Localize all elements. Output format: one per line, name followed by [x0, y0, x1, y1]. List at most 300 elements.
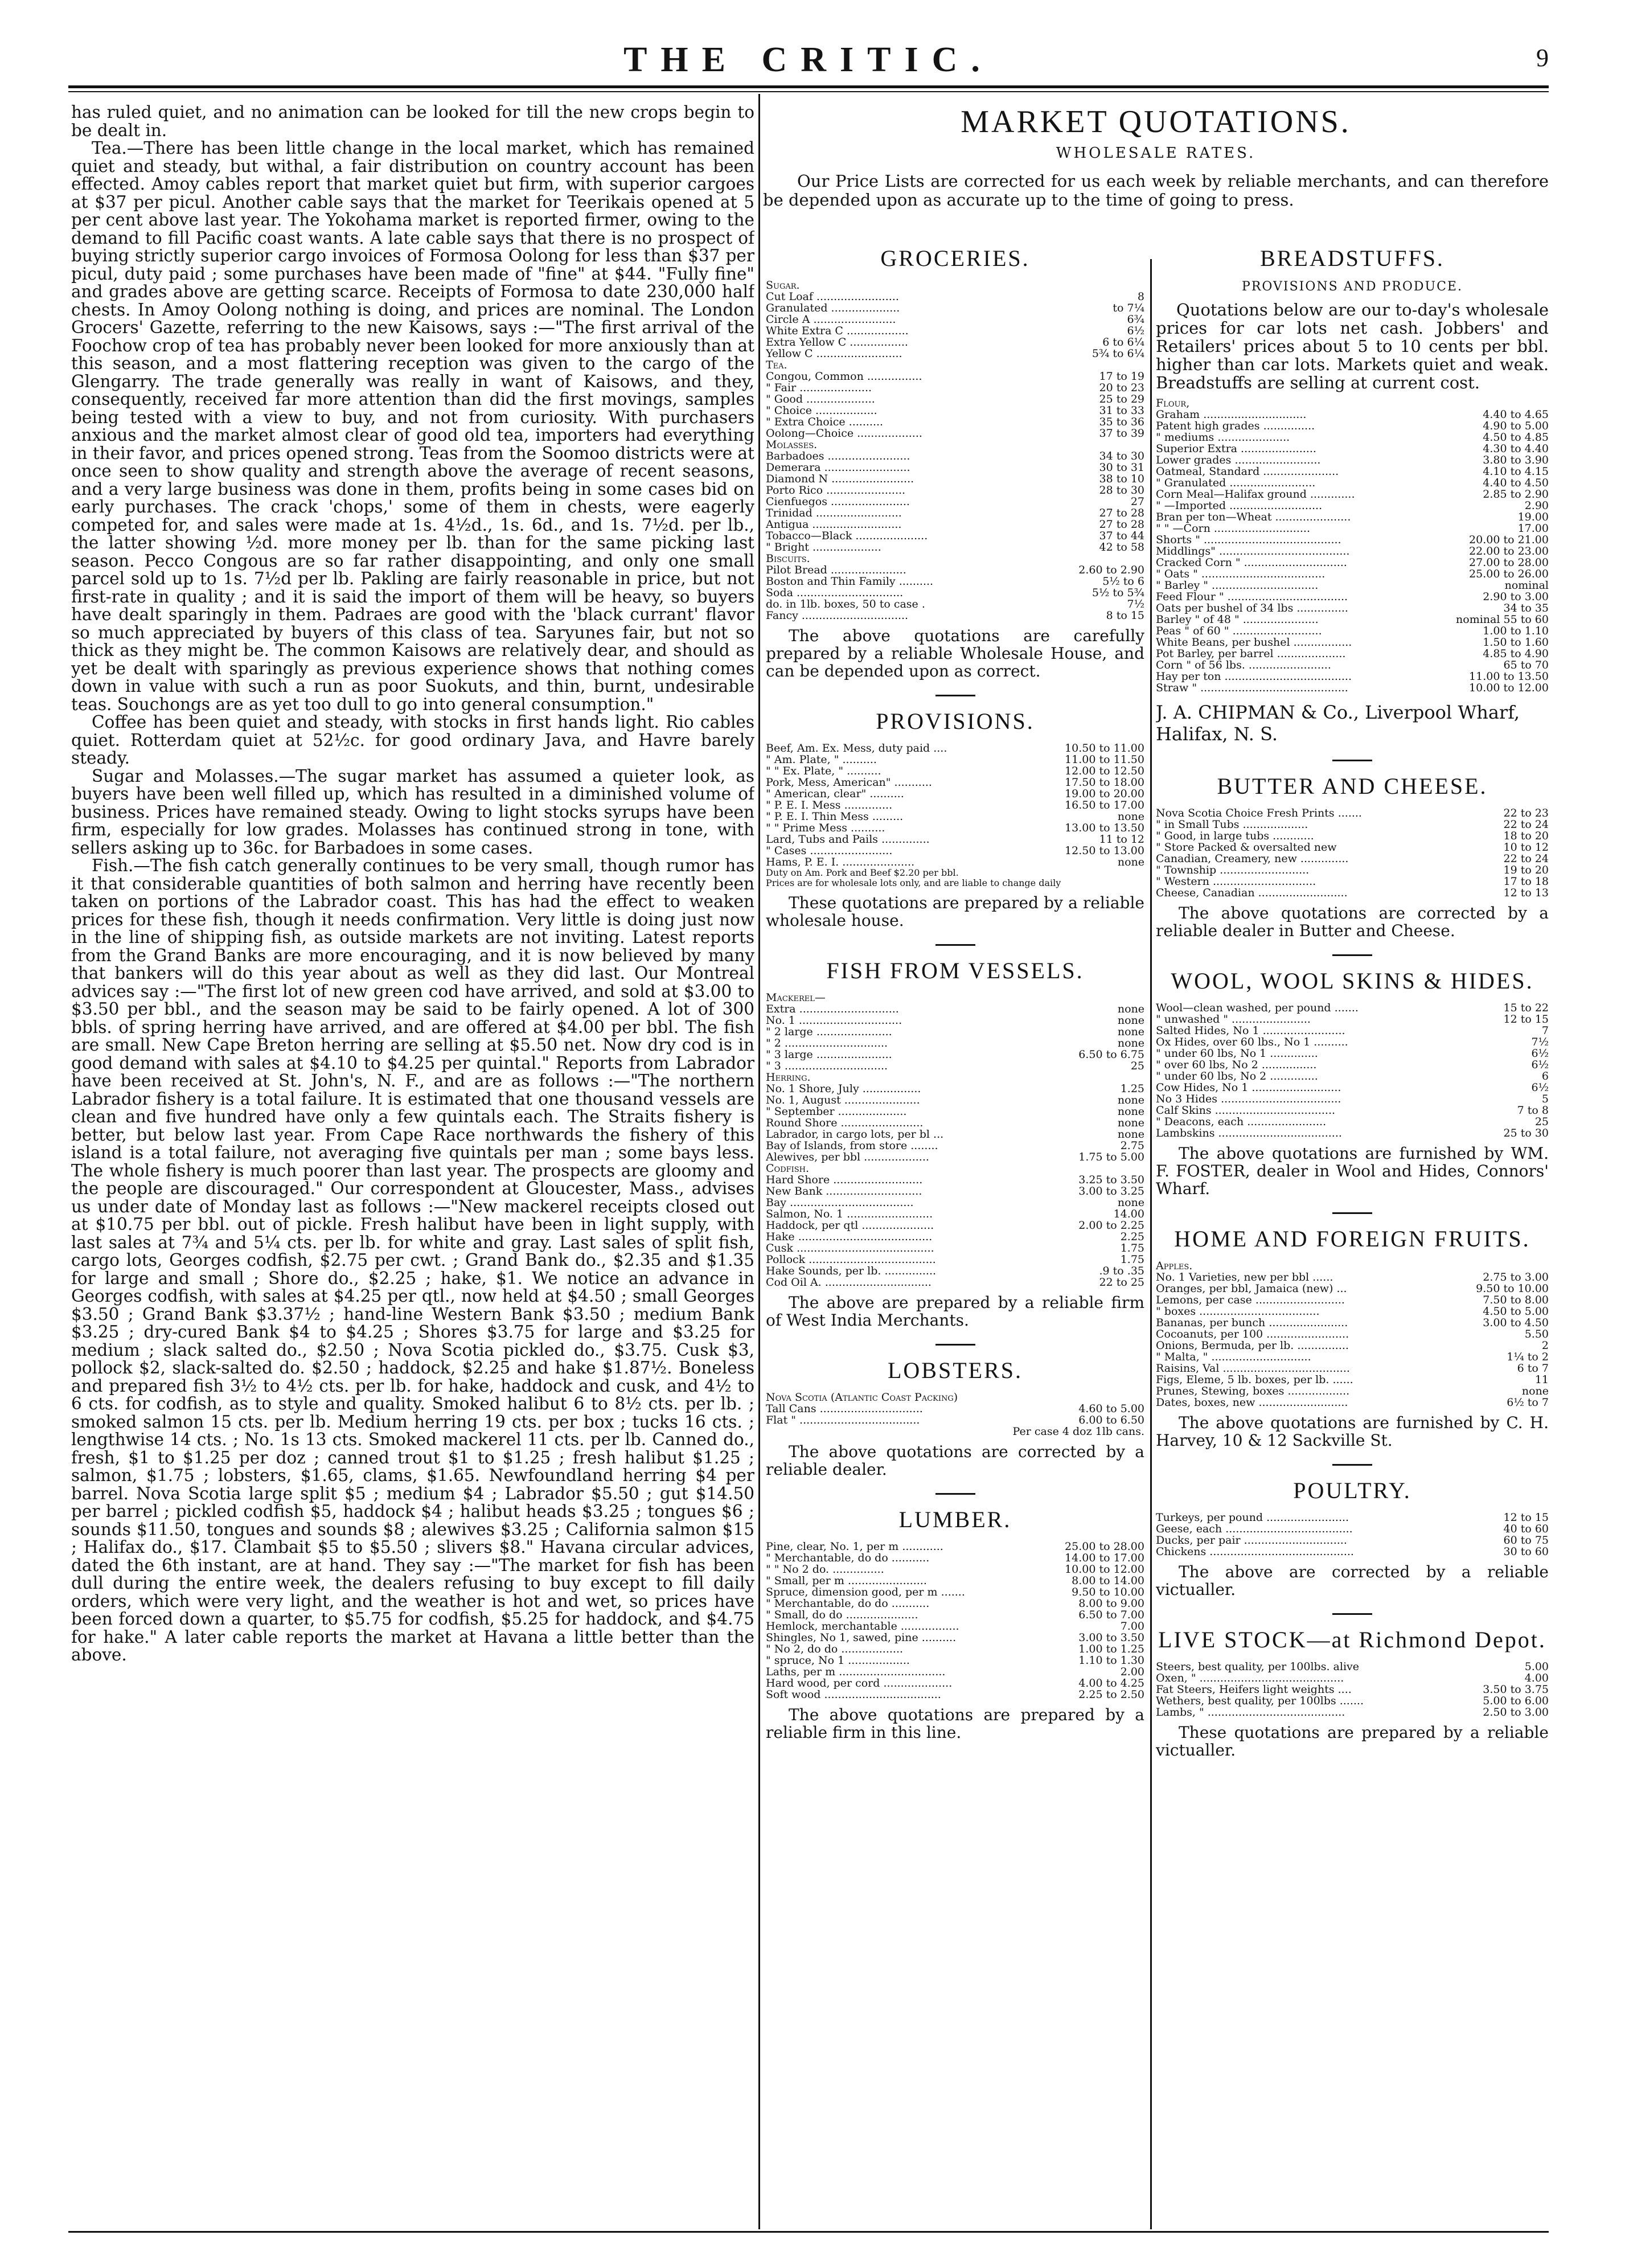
quote-row [766, 1392, 1144, 1403]
quote-price: 4.40 to 4.65 [1483, 409, 1549, 420]
market-quotations-header [763, 104, 1549, 210]
butter-note: The above quotations are corrected by a reliable dealer in Butter and Cheese. [1156, 904, 1549, 940]
quote-row [1156, 1048, 1549, 1059]
quote-price: 8.00 to 9.00 [1078, 1598, 1144, 1609]
quote-price: 60 to 75 [1503, 1535, 1549, 1546]
quote-row [1156, 1523, 1549, 1535]
quote-item: Canadian, Creamery, new .............. [1156, 853, 1349, 864]
quote-row [1156, 1127, 1549, 1139]
quote-row [766, 564, 1144, 576]
quote-price: 2.25 to 2.50 [1078, 1689, 1144, 1700]
quote-item: Salmon, No. 1 ......................... [766, 1208, 933, 1220]
quote-row [766, 405, 1144, 416]
quote-row [766, 393, 1144, 405]
quote-item: Hake Sounds, per lb. ............... [766, 1265, 937, 1277]
quote-item: Pollock ..................................... [766, 1254, 936, 1265]
quote-item: Bran per ton—Wheat ...................... [1156, 511, 1351, 523]
quote-row [766, 992, 1144, 1003]
provisions-note: These quotations are prepared by a reliable wholesale house. [766, 893, 1144, 930]
quote-item: Beef, Am. Ex. Mess, duty paid .... [766, 743, 947, 754]
quote-row [766, 834, 1144, 845]
quote-price: 22 to 24 [1503, 819, 1549, 830]
quote-row [766, 416, 1144, 428]
quote-row [1156, 853, 1549, 864]
quote-row [766, 743, 1144, 754]
quote-row [766, 1140, 1144, 1151]
quote-price: 31 to 33 [1099, 405, 1144, 416]
separator [935, 1493, 975, 1495]
quote-row [766, 314, 1144, 325]
quote-price: 27 to 28 [1099, 507, 1144, 519]
quote-price: 25.00 to 28.00 [1065, 1541, 1144, 1552]
quote-price: 15 to 22 [1503, 1002, 1549, 1014]
quote-row [766, 1678, 1144, 1689]
quote-price: 1¼ to 2 [1507, 1351, 1549, 1363]
right-column [1156, 239, 1549, 1759]
quote-item: " 2 large ...................... [766, 1026, 892, 1037]
quote-row [1156, 1695, 1549, 1707]
quote-price: 3.00 to 3.25 [1078, 1186, 1144, 1197]
quote-row [1156, 1535, 1549, 1546]
quote-row [766, 337, 1144, 348]
quote-price: 4.50 to 4.85 [1483, 432, 1549, 443]
quote-price: .9 to .35 [1099, 1265, 1144, 1277]
quote-row [1156, 1672, 1549, 1684]
quote-item: " Fair ..................... [766, 382, 872, 393]
quote-item: Cut Loaf ........................ [766, 291, 899, 302]
fruits-note: The above quotations are furnished by C. H. Harvey, 10 & 12 Sackville St. [1156, 1413, 1549, 1450]
quote-item: Round Shore ........................ [766, 1117, 924, 1129]
page-number: 9 [1536, 44, 1549, 72]
quote-row [1156, 1260, 1549, 1272]
quote-row [766, 1197, 1144, 1208]
quote-item: Pork, Mess, American" ........... [766, 777, 932, 788]
quote-row [766, 1689, 1144, 1700]
quote-item: Hake ....................................... [766, 1231, 933, 1242]
quote-row [1156, 1661, 1549, 1672]
quote-item: Lambs, " ........................................ [1156, 1707, 1345, 1718]
lumber-note: The above quotations are prepared by a reliable firm in this line. [766, 1705, 1144, 1741]
quote-price: 4.50 to 5.00 [1483, 1306, 1549, 1317]
quote-item: Spruce, dimension good, per m ....... [766, 1586, 965, 1598]
quote-price: 1.75 to 5.00 [1078, 1151, 1144, 1163]
breadstuffs-subtitle: PROVISIONS AND PRODUCE. [1242, 280, 1463, 294]
wool-note: The above quotations are furnished by WM. F. FOSTER, dealer in Wool and Hides, Connors' Wharf. [1156, 1144, 1549, 1198]
quote-row [1156, 1328, 1549, 1340]
quote-price: 5.00 to 6.00 [1483, 1695, 1549, 1707]
quote-price: 17 to 18 [1503, 876, 1549, 887]
separator [935, 944, 975, 946]
quote-row [766, 576, 1144, 587]
quote-item: Yellow C ......................... [766, 348, 902, 359]
quote-price: 17.50 to 18.00 [1065, 777, 1144, 788]
quote-row [1156, 671, 1549, 682]
quote-price: 14.00 to 17.00 [1065, 1552, 1144, 1564]
quote-row [1156, 602, 1549, 614]
quote-price: 27 to 28 [1099, 519, 1144, 530]
market-intro: Our Price Lists are corrected for us each week by reliable merchants, and can therefore be depended upon as accurate up to the time of going to press. [763, 171, 1549, 210]
quote-row [1156, 1025, 1549, 1036]
quote-row [766, 1586, 1144, 1598]
quote-item: Barley " of 48 " ...................... [1156, 614, 1319, 625]
quote-price: 27 [1130, 496, 1144, 507]
butter-title: BUTTER AND CHEESE. [1217, 773, 1488, 799]
quote-price: 6½ to 7 [1507, 1397, 1549, 1408]
quote-row [766, 1117, 1144, 1129]
quote-item: Ducks, per pair .............................. [1156, 1535, 1347, 1546]
quote-price: 4.10 to 4.15 [1483, 466, 1549, 477]
quote-price: 30 to 60 [1503, 1546, 1549, 1557]
quote-row [766, 1621, 1144, 1632]
quote-item: Chickens .......................................... [1156, 1546, 1354, 1557]
quote-item: Fat Steers, Heifers light weights .... [1156, 1684, 1352, 1695]
quote-item: Oxen, " .......................................... [1156, 1672, 1344, 1684]
quote-row [1156, 477, 1549, 489]
quote-item: " Choice .................. [766, 405, 877, 416]
quote-item: Soft wood .................................. [766, 1689, 941, 1700]
provisions-table [766, 743, 1144, 868]
quote-item: Extra ............................. [766, 1003, 899, 1015]
quote-price: 22 to 25 [1099, 1277, 1144, 1288]
quote-item: Oolong—Choice ................... [766, 428, 922, 439]
quote-item: " Extra Choice .......... [766, 416, 884, 428]
quote-price: 6½ [1531, 1082, 1549, 1093]
quote-row [766, 302, 1144, 314]
quote-price: Per case 4 doz 1lb cans. [1012, 1426, 1144, 1437]
separator [1332, 1613, 1372, 1615]
quote-item: " No 2, do do .................. [766, 1643, 904, 1655]
quote-price: 1.75 [1120, 1254, 1144, 1265]
quote-row [1156, 591, 1549, 602]
quote-item: Flour, [1156, 397, 1190, 409]
quote-item: Labrador, in cargo lots, per bl ... [766, 1129, 944, 1140]
quote-price: 5 [1541, 1093, 1549, 1105]
quote-row [1156, 1082, 1549, 1093]
quote-item: Hams, P. E. I. ..................... [766, 856, 915, 868]
quote-row [766, 1049, 1144, 1060]
quote-item: " Township .......................... [1156, 864, 1310, 876]
quote-row [766, 788, 1144, 799]
quote-item: " " Prime Mess .......... [766, 822, 885, 834]
quote-row [766, 822, 1144, 834]
quote-item: Herring. [766, 1072, 811, 1083]
quote-price: 3.00 to 3.50 [1078, 1632, 1144, 1643]
quote-price: 42 to 58 [1099, 542, 1144, 553]
quote-row [1156, 682, 1549, 694]
quote-item: " Good .................... [766, 393, 875, 405]
quote-item: Nova Scotia Choice Fresh Prints ....... [1156, 807, 1362, 819]
quote-row [766, 1083, 1144, 1094]
quote-row [766, 1003, 1144, 1015]
quote-row [1156, 830, 1549, 842]
quote-price: none [1117, 1015, 1144, 1026]
quote-row [1156, 546, 1549, 557]
quote-item: Tobacco—Black ..................... [766, 530, 928, 542]
quote-row [766, 1072, 1144, 1083]
quote-row [1156, 1071, 1549, 1082]
quote-price: 4.90 to 5.00 [1483, 420, 1549, 432]
quote-item: Prunes, Stewing, boxes .................. [1156, 1385, 1350, 1397]
quote-item: Oranges, per bbl, Jamaica (new) ... [1156, 1283, 1347, 1294]
quote-item: Biscuits. [766, 553, 810, 564]
quote-item: Cracked Corn " .............................. [1156, 557, 1347, 568]
quote-price: 6 to 7 [1517, 1363, 1549, 1374]
lobsters-table [766, 1392, 1144, 1437]
quote-item: " Small, do do ..................... [766, 1609, 918, 1621]
quote-item: Salted Hides, No 1 ........................ [1156, 1025, 1345, 1036]
quote-item: Figs, Eleme, 5 lb. boxes, per lb. ...... [1156, 1374, 1353, 1385]
quote-item [766, 1426, 1013, 1437]
quote-item: No. 1 Shore, July ................. [766, 1083, 921, 1094]
quote-price: 10.00 to 12.00 [1469, 682, 1549, 694]
livestock-title: LIVE STOCK—at Richmond Depot. [1158, 1627, 1546, 1652]
quote-price: 2.60 to 2.90 [1078, 564, 1144, 576]
fish-vessels-title: FISH FROM VESSELS. [826, 958, 1084, 983]
poultry-title: POULTRY. [1293, 1478, 1411, 1503]
quote-item: Raisins, Val ..................................... [1156, 1363, 1350, 1374]
quote-item: Shingles, No 1, sawed, pine .......... [766, 1632, 957, 1643]
quote-price: 9.50 to 10.00 [1476, 1283, 1549, 1294]
quote-item: Boston and Thin Family .......... [766, 576, 934, 587]
quote-item: Extra Yellow C ................. [766, 337, 908, 348]
quote-item: White Extra C .................. [766, 325, 909, 337]
quote-row [766, 845, 1144, 856]
quote-row [766, 1277, 1144, 1288]
quote-item: Dates, boxes, new .......................... [1156, 1397, 1348, 1408]
quote-item: Cod Oil A. ............................... [766, 1277, 931, 1288]
quote-row [1156, 819, 1549, 830]
quote-price: 10 to 12 [1503, 842, 1549, 853]
provisions-title: PROVISIONS. [876, 708, 1035, 734]
quote-row [766, 799, 1144, 811]
quote-price: 6.50 to 7.00 [1078, 1609, 1144, 1621]
quote-price: 22.00 to 23.00 [1469, 546, 1549, 557]
quote-price: 19.00 [1517, 511, 1549, 523]
quote-price: 4.85 to 4.90 [1483, 648, 1549, 659]
quote-price: 6.00 to 6.50 [1078, 1414, 1144, 1426]
quote-price: 1.10 to 1.30 [1078, 1655, 1144, 1666]
quote-item: Pine, clear, No. 1, per m ............ [766, 1541, 943, 1552]
quote-price: 6½ [1127, 325, 1144, 337]
quote-row [766, 485, 1144, 496]
quote-item: Soda ............................... [766, 587, 904, 598]
paragraph-intro: has ruled quiet, and no animation can be looked for till the new crops begin to be dealt in. [71, 104, 754, 140]
quote-price: 11.00 to 13.50 [1469, 671, 1549, 682]
quote-price: 38 to 10 [1099, 473, 1144, 485]
bottom-rule [68, 2231, 1549, 2233]
quote-row [1156, 864, 1549, 876]
quote-row [1156, 1093, 1549, 1105]
quote-item: " Good, in large tubs ............ [1156, 830, 1314, 842]
breadstuffs-intro: Quotations below are our to-day's wholesale prices for car lots net cash. Jobbers' and Retailers' prices about 5 to 10 cents per bbl. higher than car lots. Markets quiet and weak. Breadstuffs are selling at current cost. [1156, 300, 1549, 392]
quote-item: No. 1, August ...................... [766, 1094, 920, 1106]
quote-row [1156, 1707, 1549, 1718]
quote-item: Lard, Tubs and Pails .............. [766, 834, 930, 845]
quote-row [766, 496, 1144, 507]
quote-price: nominal [1504, 580, 1549, 591]
quote-price: 17 to 19 [1099, 371, 1144, 382]
quote-item: " " —Corn ............................ [1156, 523, 1311, 534]
quote-price: none [1117, 1197, 1144, 1208]
quote-item: do. in 1lb. boxes, 50 to case . [766, 598, 925, 610]
quote-row [766, 280, 1144, 291]
quote-item: Geese, each ..................................... [1156, 1523, 1353, 1535]
quote-price: 20.00 to 21.00 [1469, 534, 1549, 546]
quote-row [766, 1106, 1144, 1117]
quote-item: Steers, best quality, per 100lbs. alive [1156, 1661, 1360, 1672]
quote-item: " under 60 lbs, No 1 .............. [1156, 1048, 1318, 1059]
quote-item: Wool—clean washed, per pound ....... [1156, 1002, 1359, 1014]
quote-price [1070, 1072, 1144, 1083]
paragraph-fish: Fish.—The fish catch generally continues to be very small, though rumor has it that considerable quantities of both salmon and herring have recently been taken on portions of the Labrador coast. This has had the effect to weaken prices for these fish, though it needs confirmation. Very little is doing just now in the line of shipping fish, as outside markets are not inviting. Latest reports from the Grand Banks are more encouraging, and it is now believed by many that bankers will do this year about as well as they did last. Our Montreal advices say :—"The first lot of new green cod have arrived, and sold at $3.00 to $3.50 per bbl., and the season may be said to be fairly opened. A lot of 300 bbls. of spring herring have arrived, and are offered at $4.00 per bbl. The fish are small. New Cape Breton herring are selling at $5.50 net. Now dry cod is in good demand with sales at $4.10 to $4.25 per quintal." Reports from Labrador have been received at St. John's, N. F., and are as follows :—"The northern Labrador fishery is a total failure. It is estimated that one thousand vessels are clean and five hundred have only a few quintals each. The Straits fishery is better, but below last year. From Cape Race northwards the fishery of this island is a total failure, not averaging five quintals per man ; some bays less. The whole fishery is much poorer than last year. The prospects are gloomy and the people are discouraged." Our correspondent at Gloucester, Mass., advises us under date of Monday last as follows :—"New mackerel receipts closed out at $10.75 per bbl. out of pickle. Fresh halibut have been in light supply, with last sales at 7¾ and 5¼ cts. per lb. for white and gray. Last sales of split fish, cargo lots, Georges codfish, $2.75 per cwt. ; Grand Bank do., $2.35 and $1.35 for large and small ; Shore do., $2.25 ; hake, $1. We notice an advance in Georges codfish, with sales at $4.25 per qtl., now held at $4.50 ; small Georges $3.50 ; Grand Bank $3.37½ ; hand-line Western Bank $3.50 ; medium Bank $3.25 ; dry-cured Bank $4 to $4.25 ; Shores $3.75 for large and $3.25 for medium ; slack salted do., $2.50 ; Nova Scotia pickled do., $3.75. Cusk $3, pollock $2, slack-salted do. $2.50 ; haddock, $2.25 and hake $1.87½. Boneless and prepared fish 3½ to 4½ cts. per lb. for hake, haddock and cusk, and 4½ to 6 cts. for codfish, as to style and quality. Smoked halibut 6 to 8½ cts. per lb. ; smoked salmon 15 cts. per lb. Medium herring 19 cts. per box ; tucks 16 cts. ; lengthwise 14 cts. ; No. 1s 13 cts. Smoked mackerel 11 cts. per lb. Canned do., fresh, $1 to $1.25 per doz ; canned trout $1 to $1.25 ; fresh halibut $1.25 ; salmon, $1.75 ; lobsters, $1.65, clams, $1.65. Newfoundland herring $4 per barrel. Nova Scotia large split $5 ; medium $4 ; Labrador $5.50 ; gut $14.50 per barrel ; pickled codfish $5, haddock $4 ; halibut heads $3.25 ; tongues $6 ; sounds $11.50, tongues and sounds $8 ; alewives $3.25 ; California salmon $15 ; Halifax do., $17. Clambait $5 to $5.50 ; slivers $8." Havana circular advices, dated the 6th instant, are at hand. They say :—"The market for fish has been dull during the entire week, the dealers refusing to buy except to fill daily orders, which were very light, and the weather is hot and wet, so prices have been forced down a quarter, to $5.75 for codfish, $5.25 for haddock, and $4.75 for hake." A later cable reports the market at Havana a little better than the above. [71, 856, 754, 1664]
quote-row [766, 1037, 1144, 1049]
quote-item: " Bright .................... [766, 542, 881, 553]
quote-item: Hard wood, per cord .................... [766, 1678, 953, 1689]
quote-item: Lower grades ......................... [1156, 454, 1321, 466]
quote-price: to 7¼ [1113, 302, 1144, 314]
quote-price: 2 [1541, 1340, 1549, 1351]
quote-row [1156, 1351, 1549, 1363]
quote-row [766, 1426, 1144, 1437]
quote-item: " —Imported ........................... [1156, 500, 1323, 511]
quote-row [766, 428, 1144, 439]
quote-row [1156, 534, 1549, 546]
quote-price [1475, 1260, 1549, 1272]
quote-price: 6 [1541, 1071, 1549, 1082]
quote-price: 8 to 15 [1106, 610, 1144, 621]
quote-row [766, 1129, 1144, 1140]
quote-row [1156, 523, 1549, 534]
quote-price [1070, 439, 1144, 450]
quote-item: Cusk ........................................ [766, 1242, 934, 1254]
quote-price: 2.25 [1120, 1231, 1144, 1242]
quote-row [766, 1643, 1144, 1655]
quote-price: 4.30 to 4.40 [1483, 443, 1549, 454]
quote-row [1156, 1397, 1549, 1408]
market-title: MARKET QUOTATIONS. [961, 104, 1351, 140]
quote-row [766, 1220, 1144, 1231]
quote-price: 6¾ [1127, 314, 1144, 325]
quote-row [1156, 1306, 1549, 1317]
quote-price: 6 to 6¼ [1102, 337, 1144, 348]
separator [1332, 760, 1372, 761]
quote-row [766, 610, 1144, 621]
column-rule-2 [1150, 259, 1152, 2229]
quote-item: " 2 .............................. [766, 1037, 888, 1049]
quote-item: " boxes ................................... [1156, 1306, 1320, 1317]
quote-item: Sugar. [766, 280, 800, 291]
quote-price: 4.40 to 4.50 [1483, 477, 1549, 489]
quote-row [766, 439, 1144, 450]
lobsters-title: LOBSTERS. [887, 1357, 1023, 1383]
quote-price: 65 to 70 [1503, 659, 1549, 671]
groceries-title: GROCERIES. [880, 245, 1030, 271]
quote-price: 7.00 [1120, 1621, 1144, 1632]
quote-item: Barbadoes ........................ [766, 450, 910, 462]
quote-row [1156, 1116, 1549, 1127]
quote-row [1156, 1014, 1549, 1025]
top-rule-thick [68, 85, 1549, 88]
quote-row [1156, 807, 1549, 819]
quote-item: Tea. [766, 359, 787, 371]
quote-item: Ox Hides, over 60 lbs., No 1 .......... [1156, 1036, 1348, 1048]
quote-price: 12.00 to 12.50 [1065, 765, 1144, 777]
quote-row [766, 542, 1144, 553]
quote-item: " " Ex. Plate, " .......... [766, 765, 881, 777]
paragraph-sugar: Sugar and Molasses.—The sugar market has assumed a quieter look, as buyers have been well filled up, which has resulted in a diminished volume of business. Prices have remained steady. Owing to light stocks syrups have been firm, especially for low grades. Molasses has continued strong in tone, with sellers asking up to 36c. for Barbadoes in some cases. [71, 766, 754, 858]
quote-row [766, 1414, 1144, 1426]
quote-row [766, 1564, 1144, 1575]
quote-row [766, 291, 1144, 302]
quote-item: Lambskins .................................... [1156, 1127, 1342, 1139]
quote-item: " Granulated ......................... [1156, 477, 1316, 489]
quote-price: 1.75 [1120, 1242, 1144, 1254]
quote-item: Mackerel— [766, 992, 826, 1003]
quote-price: 19.00 to 20.00 [1065, 788, 1144, 799]
quote-price: 5½ to 5¾ [1091, 587, 1144, 598]
lumber-title: LUMBER. [898, 1507, 1012, 1532]
groceries-table [766, 280, 1144, 621]
quote-price: 1.50 to 1.60 [1483, 637, 1549, 648]
quote-item: Straw " ........................................... [1156, 682, 1348, 694]
quote-price: 25 [1534, 1116, 1549, 1127]
quote-row [766, 856, 1144, 868]
quote-price [1456, 397, 1549, 409]
quote-row [766, 811, 1144, 822]
quote-item: Porto Rico ....................... [766, 485, 906, 496]
quote-row [766, 530, 1144, 542]
fish-vessels-note: The above are prepared by a reliable firm of West India Merchants. [766, 1293, 1144, 1330]
quote-item: Peas " of 60 " .......................... [1156, 625, 1322, 637]
quote-item: Antigua .......................... [766, 519, 902, 530]
quote-price: 7 [1541, 1025, 1549, 1036]
quote-price: 5.00 [1524, 1661, 1549, 1672]
quote-price: 34 to 35 [1503, 602, 1549, 614]
quote-row [1156, 876, 1549, 887]
quote-row [766, 1552, 1144, 1564]
quote-item: Cocoanuts, per 100 ........................ [1156, 1328, 1349, 1340]
quote-item: Codfish. [766, 1163, 810, 1174]
quote-row [766, 462, 1144, 473]
quote-price: 22 to 23 [1503, 807, 1549, 819]
quote-item: " under 60 lbs, No 2 .............. [1156, 1071, 1318, 1082]
quote-price: 28 to 30 [1099, 485, 1144, 496]
quote-price: 2.00 [1120, 1666, 1144, 1678]
quote-item: " Small, per m ....................... [766, 1575, 927, 1586]
separator [935, 1344, 975, 1346]
quote-item: Demerara ......................... [766, 462, 910, 473]
quote-row [766, 1598, 1144, 1609]
quote-price: none [1117, 811, 1144, 822]
quote-row [766, 1208, 1144, 1220]
quote-item: Bananas, per bunch ....................... [1156, 1317, 1348, 1328]
quote-price: 11.00 to 11.50 [1065, 754, 1144, 765]
market-report-column [71, 104, 754, 2210]
breadstuffs-title: BREADSTUFFS. [1260, 245, 1445, 271]
quote-price: 2.50 to 3.00 [1483, 1707, 1549, 1718]
quote-row [766, 1174, 1144, 1186]
market-subtitle: WHOLESALE RATES. [1056, 145, 1256, 162]
quote-price [1070, 553, 1144, 564]
quote-item: Middlings" ...................................... [1156, 546, 1350, 557]
quote-row [1156, 1374, 1549, 1385]
quote-row [1156, 511, 1549, 523]
quote-price: none [1117, 1129, 1144, 1140]
quote-row [1156, 420, 1549, 432]
quote-price: 12 to 15 [1503, 1512, 1549, 1523]
livestock-table [1156, 1661, 1549, 1718]
quote-item: " Store Packed & oversalted new [1156, 842, 1337, 853]
